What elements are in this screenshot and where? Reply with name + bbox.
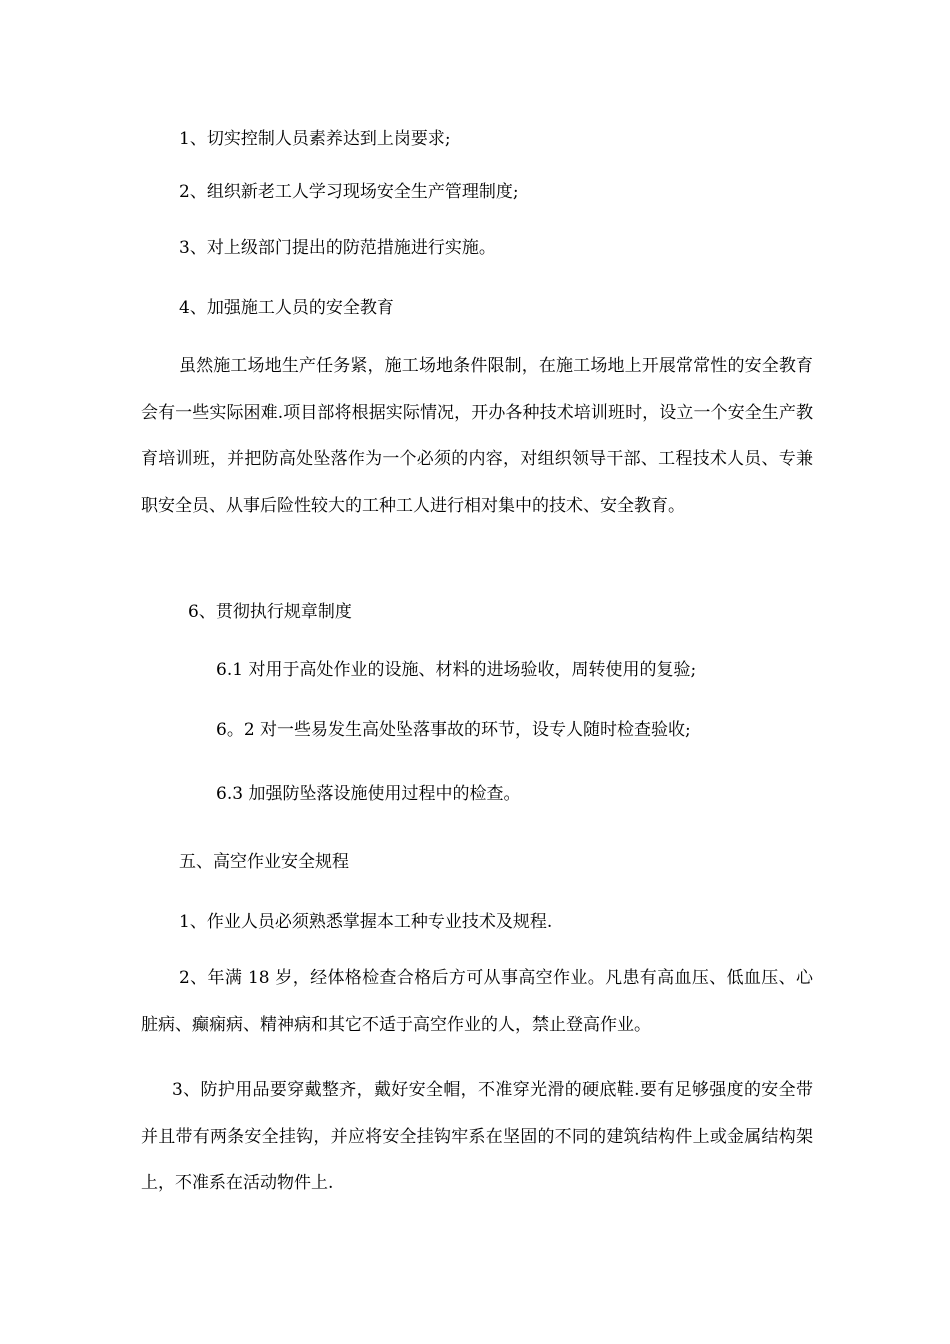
education-paragraph: 虽然施工场地生产任务紧，施工场地条件限制，在施工场地上开展常常性的安全教育会有一些实际困难.项目部将根据实际情况，开办各种技术培训班时，设立一个安全生产教育培训班，并把防高处坠落作为一个必须的内容，对组织领导干部、工程技术人员、专兼职安全员、从事后险性较大的工种工人进行相对集中的技术、安全教育。 xyxy=(141,356,813,516)
rule-2: 2、年满 18 岁，经体格检查合格后方可从事高空作业。凡患有高血压、低血压、心脏病、癫痫病、精神病和其它不适于高空作业的人，禁止登高作业。 xyxy=(141,968,813,1035)
sub-item-6-2: 6。2 对一些易发生高处坠落事故的环节，设专人随时检查验收; xyxy=(216,720,691,740)
sub-item-6-1: 6.1 对用于高处作业的设施、材料的进场验收，周转使用的复验; xyxy=(216,660,697,680)
list-item-3: 3、对上级部门提出的防范措施进行实施。 xyxy=(179,238,496,258)
sub-item-6-3: 6.3 加强防坠落设施使用过程中的检查。 xyxy=(216,784,521,804)
section-5-title: 五、高空作业安全规程 xyxy=(179,852,349,872)
rule-3: 3、防护用品要穿戴整齐，戴好安全帽，不准穿光滑的硬底鞋.要有足够强度的安全带并且带有两条安全挂钩，并应将安全挂钩牢系在坚固的不同的建筑结构件上或金属结构架上，不准系在活动物件上. xyxy=(141,1080,813,1193)
rule-1: 1、作业人员必须熟悉掌握本工种专业技术及规程. xyxy=(179,912,553,932)
list-item-2: 2、组织新老工人学习现场安全生产管理制度; xyxy=(179,182,519,202)
list-item-4: 4、加强施工人员的安全教育 xyxy=(179,298,394,318)
item-6-heading: 6、贯彻执行规章制度 xyxy=(188,602,352,622)
list-item-1: 1、切实控制人员素养达到上岗要求; xyxy=(179,129,451,149)
